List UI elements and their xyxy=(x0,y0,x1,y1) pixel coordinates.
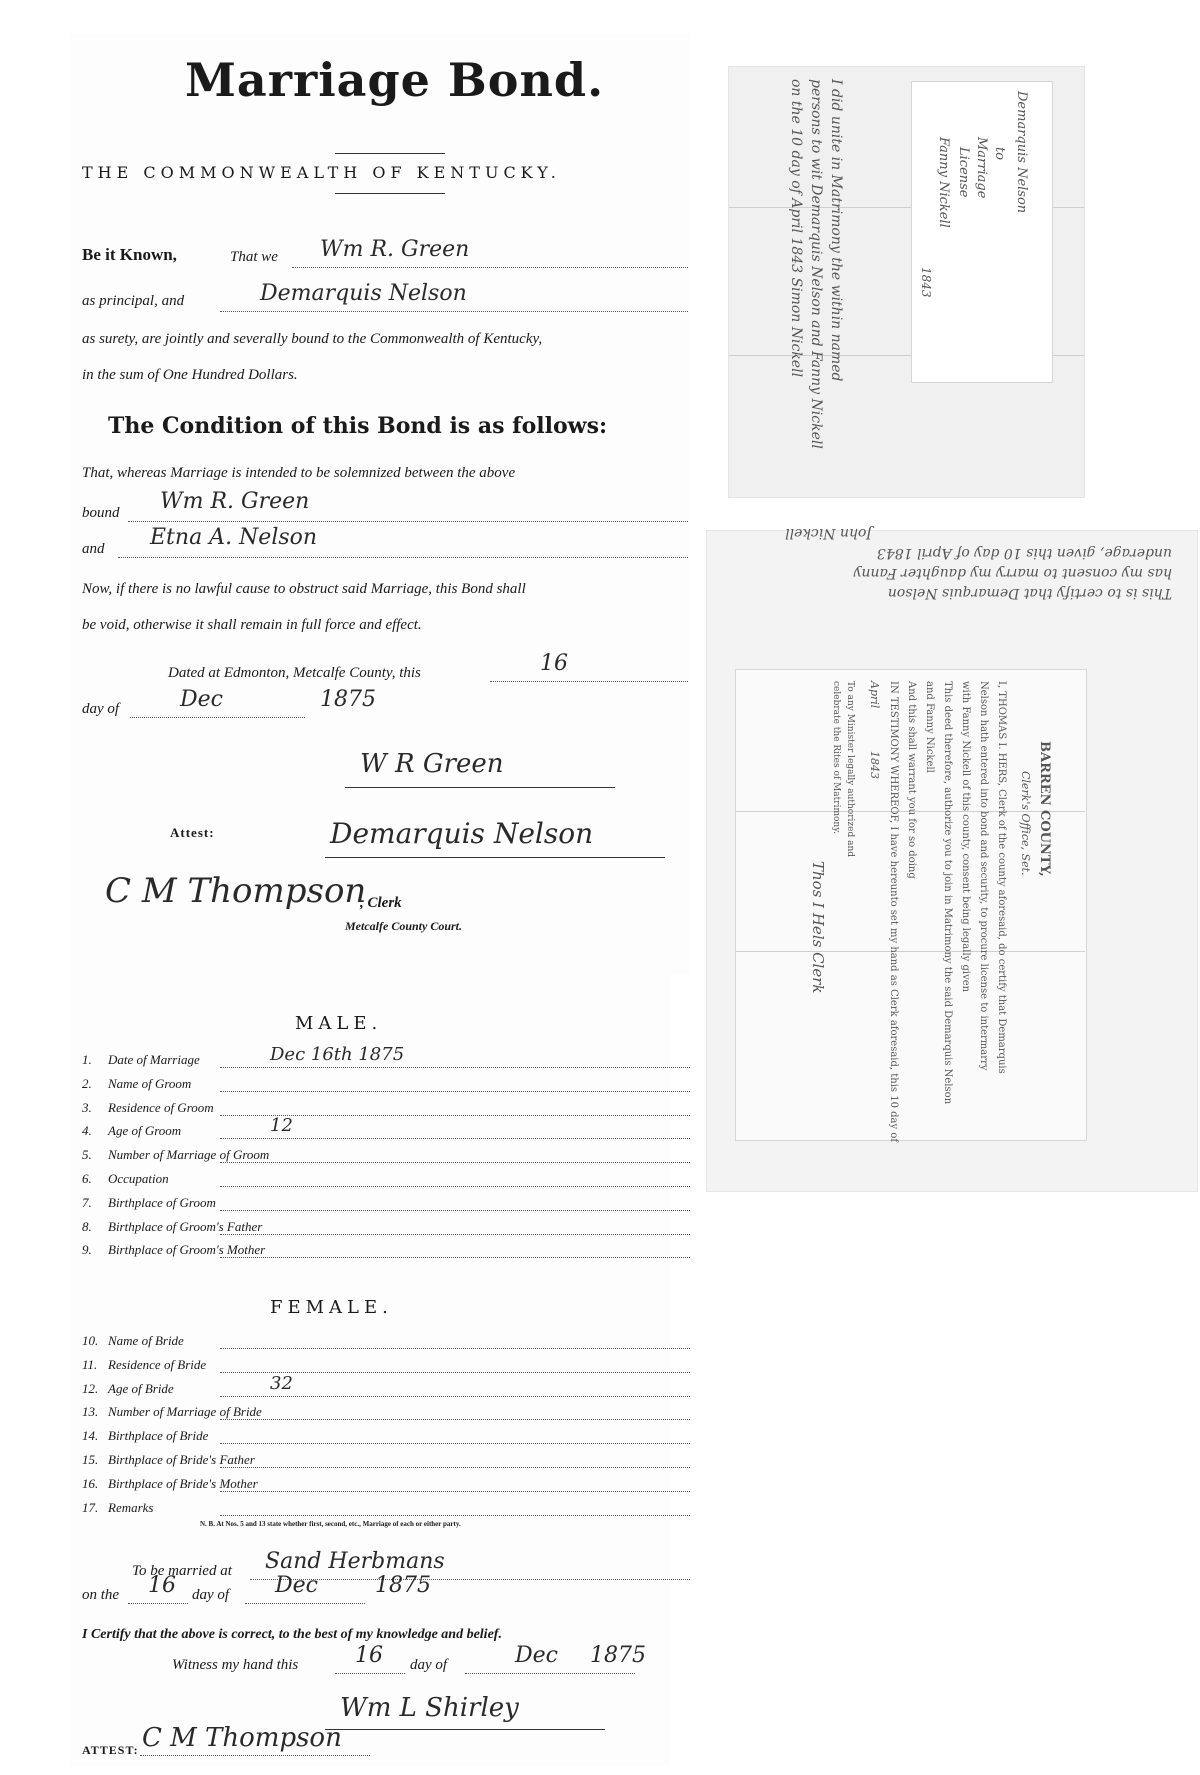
sum-line: in the sum of One Hundred Dollars. xyxy=(82,367,298,383)
row-number: 9. xyxy=(82,1242,92,1258)
row-label: Birthplace of Groom's Father xyxy=(108,1218,263,1234)
row-number: 11. xyxy=(82,1356,98,1372)
clerk-line: I, THOMAS I. HERS, Clerk of the county aforesaid, do certify that Demarquis xyxy=(996,681,1007,1074)
row-number: 2. xyxy=(82,1075,92,1091)
witness-signature: Wm L Shirley xyxy=(340,1693,519,1723)
female-heading: FEMALE. xyxy=(270,1297,393,1318)
and-label: and xyxy=(82,541,105,557)
to-be-married-label: To be married at xyxy=(132,1563,232,1579)
bride-name: Etna A. Nelson xyxy=(150,525,318,550)
witness-day: 16 xyxy=(355,1643,383,1668)
marriage-returns-sheet xyxy=(70,975,670,1765)
attest-signature: C M Thompson xyxy=(142,1723,342,1753)
row-label: Birthplace of Bride's Mother xyxy=(108,1475,258,1491)
lawful-line-1: Now, if there is no lawful cause to obstruct said Marriage, this Bond shall xyxy=(82,581,526,597)
married-place: Sand Herbmans xyxy=(265,1549,445,1574)
warrant-line: And this shall warrant you for so doing xyxy=(906,681,917,879)
row-label: Residence of Bride xyxy=(108,1356,207,1372)
principal-signature: W R Green xyxy=(360,749,504,779)
witness-month: Dec xyxy=(515,1643,558,1668)
surety-name: Demarquis Nelson xyxy=(260,281,467,306)
row-number: 6. xyxy=(82,1171,92,1186)
divider-bottom xyxy=(335,193,445,194)
consent-line-3: underage, given this 10 day of April 1843 xyxy=(876,545,1172,561)
docket-line-4: License xyxy=(956,147,971,198)
married-day: 16 xyxy=(148,1573,176,1598)
bond-title: Marriage Bond. xyxy=(185,53,605,107)
clerk-signature-back: Thos I Hels Clerk xyxy=(809,861,827,994)
row-label: Age of Groom xyxy=(108,1123,182,1139)
row-number: 16. xyxy=(82,1475,99,1491)
condition-heading: The Condition of this Bond is as follows: xyxy=(108,413,608,439)
testimony-year: 1843 xyxy=(868,751,881,779)
row-label: Age of Bride xyxy=(108,1380,174,1396)
clerk-signature: C M Thompson xyxy=(105,871,367,911)
docket-panel xyxy=(911,81,1053,383)
row-number: 17. xyxy=(82,1499,99,1515)
row-number: 10. xyxy=(82,1333,99,1348)
bond-line: Nelson hath entered into bond and security, to procure license to intermarry xyxy=(978,681,989,1071)
license-back xyxy=(706,525,1198,1192)
on-the-label: on the xyxy=(82,1587,120,1603)
day-of-label: day of xyxy=(82,701,120,717)
dated-month: Dec xyxy=(180,687,223,712)
docket-line-5: Fanny Nickell xyxy=(936,137,951,228)
row-value: 12 xyxy=(270,1115,293,1137)
that-we-label: That we xyxy=(230,249,278,265)
dated-year: 1875 xyxy=(320,687,376,712)
surety-signature: Demarquis Nelson xyxy=(330,817,594,850)
male-heading: MALE. xyxy=(295,1013,383,1034)
return-line-2: persons to wit Demarquis Nelson and Fanny Nickell xyxy=(808,79,824,449)
row-label: Name of Bride xyxy=(108,1333,184,1348)
row-label: Remarks xyxy=(108,1499,154,1515)
row-label: Birthplace of Bride's Father xyxy=(108,1452,255,1467)
row-number: 5. xyxy=(82,1147,92,1163)
license-return-back xyxy=(728,66,1085,498)
row-label: Date of Marriage xyxy=(108,1052,200,1067)
row-number: 15. xyxy=(82,1452,99,1467)
row-label: Number of Marriage of Groom xyxy=(108,1147,270,1163)
surety-line: as surety, are jointly and severally bound to the Commonwealth of Kentucky, xyxy=(82,331,543,347)
row-label: Birthplace of Groom xyxy=(108,1194,216,1210)
row-label: Number of Marriage of Bride xyxy=(108,1404,262,1420)
principal-name: Wm R. Green xyxy=(320,237,470,262)
certify-line: I Certify that the above is correct, to the best of my knowledge and belief. xyxy=(82,1627,502,1642)
docket-line-6: 1843 xyxy=(919,267,933,298)
return-line-1: I did unite in Matrimony the within named xyxy=(828,79,844,382)
commonwealth-heading: THE COMMONWEALTH OF KENTUCKY. xyxy=(82,163,561,182)
attest-label: ATTEST: xyxy=(82,1743,139,1757)
marriage-bond-sheet xyxy=(70,35,690,975)
row-number: 13. xyxy=(82,1404,99,1420)
bound-name: Wm R. Green xyxy=(160,489,310,514)
witness-day-of: day of xyxy=(410,1657,448,1673)
as-principal-label: as principal, and xyxy=(82,293,185,309)
minister-line-1: To any Minister legally authorized and xyxy=(845,681,855,858)
divider-top xyxy=(335,153,445,154)
row-value: 32 xyxy=(270,1372,293,1394)
attest-label: Attest: xyxy=(170,825,215,840)
lawful-line-2: be void, otherwise it shall remain in full force and effect. xyxy=(82,617,422,633)
county-heading: BARREN COUNTY, xyxy=(1037,741,1052,877)
row-value: Dec 16th 1875 xyxy=(270,1044,405,1065)
with-line: with Fanny Nickell of this county, consent being legally given xyxy=(960,681,971,993)
clerk-label: , Clerk xyxy=(360,895,402,911)
row-number: 12. xyxy=(82,1380,99,1396)
deeds-line: This deed therefore, authorize you to join in Matrimony the said Demarquis Nelson xyxy=(942,681,953,1105)
condition-line: That, whereas Marriage is intended to be solemnized between the above xyxy=(82,465,516,481)
row-label: Residence of Groom xyxy=(108,1099,214,1115)
row-label: Occupation xyxy=(108,1171,169,1186)
row-number: 3. xyxy=(82,1099,92,1115)
docket-line-3: Marriage xyxy=(974,137,989,199)
row-number: 4. xyxy=(82,1123,92,1139)
dated-label: Dated at Edmonton, Metcalfe County, this xyxy=(168,665,421,681)
court-label: Metcalfe County Court. xyxy=(345,919,463,933)
witness-label: Witness my hand this xyxy=(172,1657,299,1673)
married-month: Dec xyxy=(275,1573,318,1598)
row-label: Name of Groom xyxy=(108,1075,192,1091)
married-day-of: day of xyxy=(192,1587,230,1603)
row-number: 1. xyxy=(82,1052,92,1067)
witness-year: 1875 xyxy=(590,1643,646,1668)
dated-day: 16 xyxy=(540,651,568,676)
be-it-known: Be it Known, xyxy=(82,245,177,264)
row-label: Birthplace of Bride xyxy=(108,1428,209,1444)
row-number: 14. xyxy=(82,1428,99,1444)
testimony-month: April xyxy=(868,681,881,709)
docket-line-1: Demarquis Nelson xyxy=(1014,91,1029,214)
row-number: 7. xyxy=(82,1194,92,1210)
row-label: Birthplace of Groom's Mother xyxy=(108,1242,266,1258)
docket-line-2: to xyxy=(992,147,1007,161)
consent-line-1: This is to certify that Demarquis Nelson xyxy=(887,585,1172,601)
testimony-line: IN TESTIMONY WHEREOF, I have hereunto set my hand as Clerk aforesaid, this 10 day of xyxy=(888,681,899,1143)
nb-note: N. B. At Nos. 5 and 13 state whether first, second, etc., Marriage of each or either party. xyxy=(200,1520,461,1528)
consent-signature: John Nickell xyxy=(785,525,872,541)
married-year: 1875 xyxy=(375,1573,431,1598)
bound-label: bound xyxy=(82,505,120,521)
row-number: 8. xyxy=(82,1218,92,1234)
minister-line-2: celebrate the Rites of Matrimony. xyxy=(831,681,841,834)
and-line: and Fanny Nickell xyxy=(924,681,935,773)
office-line: Clerk's Office, Set. xyxy=(1019,771,1032,876)
return-line-3: on the 10 day of April 1843 Simon Nickell xyxy=(788,79,804,378)
consent-line-2: has my consent to marry my daughter Fanny xyxy=(853,565,1172,581)
